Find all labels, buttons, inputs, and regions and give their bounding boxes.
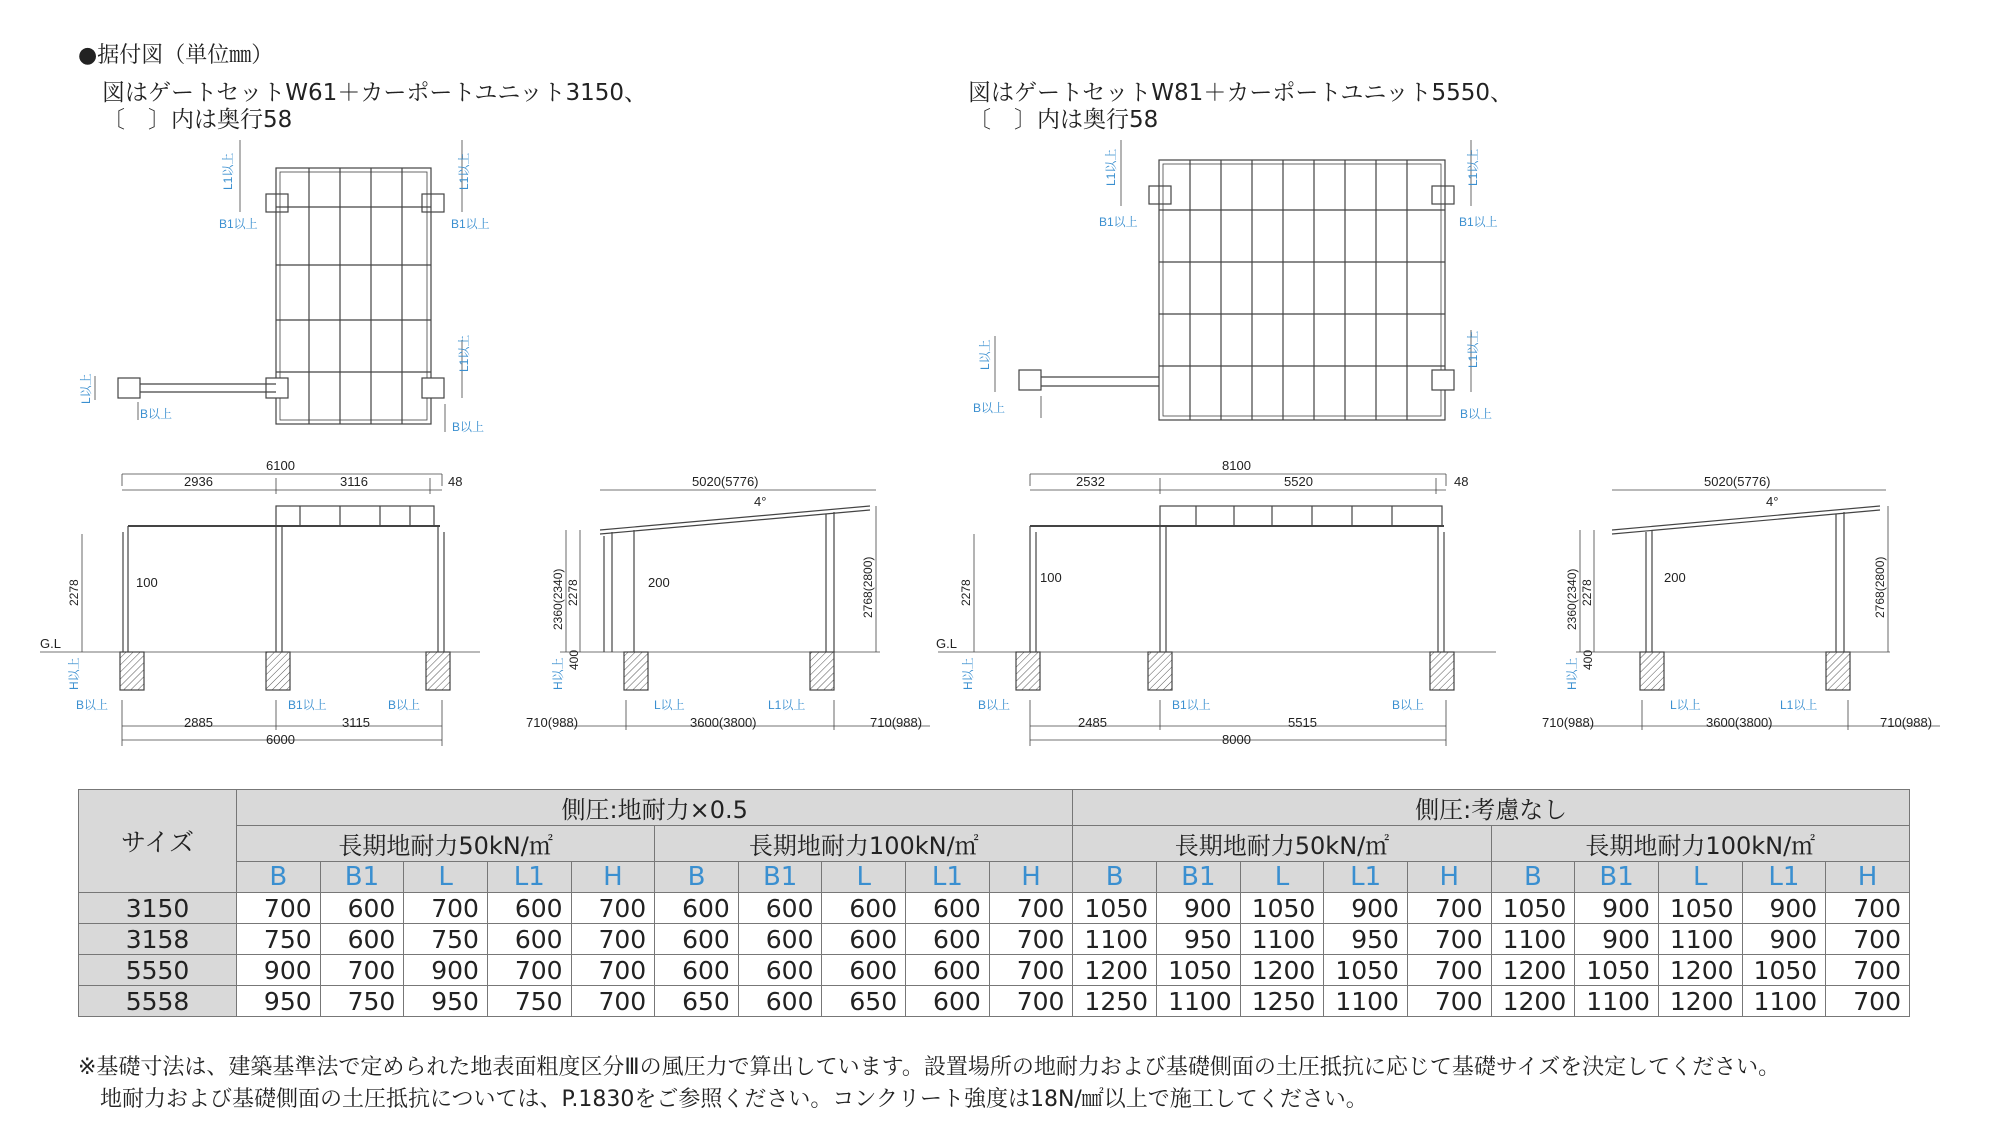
value-cell: 600 xyxy=(320,893,404,924)
dim-5520: 5520 xyxy=(1284,474,1313,489)
column-header: L xyxy=(404,862,488,893)
table-row xyxy=(79,924,1910,955)
value-cell: 1100 xyxy=(1658,924,1742,955)
value-cell: 1100 xyxy=(1491,924,1575,955)
dim-2532: 2532 xyxy=(1076,474,1105,489)
dim-6000: 6000 xyxy=(266,732,295,747)
column-header: L1 xyxy=(487,862,571,893)
label-gl-left: G.L xyxy=(40,636,61,651)
value-cell: 900 xyxy=(1157,893,1241,924)
column-header: B1 xyxy=(738,862,822,893)
value-cell: 1250 xyxy=(1240,986,1324,1017)
dim-200-left: 200 xyxy=(648,575,670,590)
value-cell: 1050 xyxy=(1073,893,1157,924)
value-cell: 600 xyxy=(655,924,739,955)
column-header: B xyxy=(237,862,321,893)
label-h-left: H以上 xyxy=(67,657,81,690)
column-header-row xyxy=(79,862,1910,893)
value-cell: 600 xyxy=(655,955,739,986)
label-l-side-right: L以上 xyxy=(1670,698,1701,712)
value-cell: 1050 xyxy=(1575,955,1659,986)
value-cell: 600 xyxy=(906,924,990,955)
label-b-front-left-a: B以上 xyxy=(76,698,109,712)
value-cell: 600 xyxy=(738,893,822,924)
column-header: L1 xyxy=(906,862,990,893)
column-header: L xyxy=(1240,862,1324,893)
dim-200-right: 200 xyxy=(1664,570,1686,585)
dim-2278-right: 2278 xyxy=(959,579,973,606)
dim-4deg-left: 4° xyxy=(754,494,767,509)
value-cell: 750 xyxy=(320,986,404,1017)
value-cell: 700 xyxy=(1407,893,1491,924)
value-cell: 750 xyxy=(404,924,488,955)
value-cell: 1200 xyxy=(1491,986,1575,1017)
label-b-front-left-b: B以上 xyxy=(388,698,421,712)
value-cell: 1100 xyxy=(1073,924,1157,955)
label-b-left-a: B以上 xyxy=(140,407,173,421)
label-l1-left-b: L1以上 xyxy=(457,152,471,190)
label-b-right-b: B以上 xyxy=(1460,407,1493,421)
column-header: B xyxy=(655,862,739,893)
value-cell: 1250 xyxy=(1073,986,1157,1017)
value-cell: 1100 xyxy=(1324,986,1408,1017)
value-cell: 700 xyxy=(1826,986,1910,1017)
subgroup-header-1: 長期地耐力50kN/㎡ xyxy=(237,826,655,862)
value-cell: 1200 xyxy=(1240,955,1324,986)
label-gl-right: G.L xyxy=(936,636,957,651)
column-header: L1 xyxy=(1742,862,1826,893)
subgroup-header-2: 長期地耐力100kN/㎡ xyxy=(655,826,1073,862)
label-b1-left-a: B1以上 xyxy=(219,217,258,231)
value-cell: 600 xyxy=(906,955,990,986)
value-cell: 700 xyxy=(571,924,655,955)
note-line-1: ※基礎寸法は、建築基準法で定められた地表面粗度区分Ⅲの風圧力で算出しています。設置場所の地耐力および基礎側面の土圧抵抗に応じて基礎サイズを決定してください。 xyxy=(78,1055,1781,1080)
value-cell: 700 xyxy=(989,893,1073,924)
value-cell: 900 xyxy=(1575,893,1659,924)
column-header: B xyxy=(1073,862,1157,893)
group-header-2: 側圧:考慮なし xyxy=(1073,790,1910,826)
dim-2768-right: 2768(2800) xyxy=(1873,556,1887,618)
table-row xyxy=(79,955,1910,986)
front-left-labels xyxy=(40,458,462,747)
size-header: サイズ xyxy=(79,790,237,893)
column-header: B xyxy=(1491,862,1575,893)
label-l1-right-b: L1以上 xyxy=(1466,148,1480,186)
dim-100-right: 100 xyxy=(1040,570,1062,585)
value-cell: 700 xyxy=(1407,986,1491,1017)
value-cell: 900 xyxy=(1742,924,1826,955)
column-header: B1 xyxy=(1575,862,1659,893)
column-header: L1 xyxy=(1324,862,1408,893)
foundation-size-table xyxy=(78,789,1910,1017)
dim-710-right-a: 710(988) xyxy=(1542,715,1595,730)
value-cell: 700 xyxy=(1407,955,1491,986)
label-b-front-right-b: B以上 xyxy=(1392,698,1425,712)
dim-2936: 2936 xyxy=(184,474,213,489)
column-header: B1 xyxy=(320,862,404,893)
label-l1-left-c: L1以上 xyxy=(457,334,471,372)
dim-48-left: 48 xyxy=(448,474,463,489)
dim-400-left: 400 xyxy=(567,649,581,670)
dim-5020-left: 5020(5776) xyxy=(692,474,759,489)
label-h-right: H以上 xyxy=(961,657,975,690)
label-l1-right-a: L1以上 xyxy=(1104,148,1118,186)
value-cell: 1050 xyxy=(1742,955,1826,986)
value-cell: 1050 xyxy=(1491,893,1575,924)
dim-100-left: 100 xyxy=(136,575,158,590)
dim-3115: 3115 xyxy=(342,715,370,730)
dim-2278-side-right: 2278 xyxy=(1580,579,1594,606)
value-cell: 600 xyxy=(822,924,906,955)
size-cell: 3158 xyxy=(79,924,237,955)
value-cell: 1200 xyxy=(1658,955,1742,986)
value-cell: 1050 xyxy=(1324,955,1408,986)
value-cell: 700 xyxy=(989,924,1073,955)
value-cell: 1050 xyxy=(1240,893,1324,924)
value-cell: 950 xyxy=(1157,924,1241,955)
dim-8000: 8000 xyxy=(1222,732,1251,747)
value-cell: 700 xyxy=(571,986,655,1017)
value-cell: 700 xyxy=(571,955,655,986)
size-cell: 3150 xyxy=(79,893,237,924)
value-cell: 650 xyxy=(655,986,739,1017)
column-header: H xyxy=(989,862,1073,893)
label-l-side-left: L以上 xyxy=(654,698,685,712)
value-cell: 600 xyxy=(320,924,404,955)
value-cell: 600 xyxy=(487,924,571,955)
side-right-labels xyxy=(1542,474,1932,730)
value-cell: 950 xyxy=(404,986,488,1017)
table-row xyxy=(79,893,1910,924)
dim-8100: 8100 xyxy=(1222,458,1251,473)
dim-400-right: 400 xyxy=(1581,649,1595,670)
subgroup-header-4: 長期地耐力100kN/㎡ xyxy=(1491,826,1909,862)
dim-3116: 3116 xyxy=(340,474,368,489)
value-cell: 700 xyxy=(1826,924,1910,955)
value-cell: 700 xyxy=(989,986,1073,1017)
label-l1-side-right: L1以上 xyxy=(1780,698,1818,712)
value-cell: 700 xyxy=(989,955,1073,986)
subgroup-header-3: 長期地耐力50kN/㎡ xyxy=(1073,826,1491,862)
value-cell: 900 xyxy=(1742,893,1826,924)
column-header: H xyxy=(1407,862,1491,893)
value-cell: 1100 xyxy=(1575,986,1659,1017)
dim-2485: 2485 xyxy=(1078,715,1107,730)
value-cell: 1100 xyxy=(1742,986,1826,1017)
right-caption-line-1: 図はゲートセットW81＋カーポートユニット5550、 xyxy=(968,80,1514,106)
value-cell: 700 xyxy=(237,893,321,924)
column-header: H xyxy=(571,862,655,893)
value-cell: 900 xyxy=(404,955,488,986)
value-cell: 1050 xyxy=(1157,955,1241,986)
label-h-side-right: H以上 xyxy=(1565,657,1579,690)
dim-2278-side-left: 2278 xyxy=(566,579,580,606)
value-cell: 900 xyxy=(237,955,321,986)
dim-2360-right: 2360(2340) xyxy=(1565,568,1579,630)
value-cell: 750 xyxy=(487,986,571,1017)
dim-2768-left: 2768(2800) xyxy=(861,556,875,618)
value-cell: 700 xyxy=(1407,924,1491,955)
dim-2360-left: 2360(2340) xyxy=(551,568,565,630)
front-right-labels xyxy=(936,458,1468,747)
value-cell: 700 xyxy=(1826,893,1910,924)
dim-2278-left: 2278 xyxy=(67,579,81,606)
label-l1-left-a: L1以上 xyxy=(221,152,235,190)
column-header: L xyxy=(1658,862,1742,893)
label-b1-front-right: B1以上 xyxy=(1172,698,1211,712)
label-b-front-right-a: B以上 xyxy=(978,698,1011,712)
size-cell: 5550 xyxy=(79,955,237,986)
value-cell: 1050 xyxy=(1658,893,1742,924)
label-b1-right-b: B1以上 xyxy=(1459,215,1498,229)
left-caption-line-1: 図はゲートセットW61＋カーポートユニット3150、 xyxy=(102,80,648,106)
table-body xyxy=(79,893,1910,1017)
label-b-left-b: B以上 xyxy=(452,420,485,434)
dim-3600-left: 3600(3800) xyxy=(690,715,757,730)
column-header: H xyxy=(1826,862,1910,893)
label-l1-side-left: L1以上 xyxy=(768,698,806,712)
value-cell: 600 xyxy=(738,924,822,955)
value-cell: 600 xyxy=(738,955,822,986)
side-left-labels xyxy=(526,474,922,730)
label-b-right-a: B以上 xyxy=(973,401,1006,415)
size-cell: 5558 xyxy=(79,986,237,1017)
value-cell: 950 xyxy=(1324,924,1408,955)
plan-view-right xyxy=(995,140,1471,420)
group-header-1: 側圧:地耐力×0.5 xyxy=(237,790,1073,826)
value-cell: 750 xyxy=(237,924,321,955)
value-cell: 600 xyxy=(655,893,739,924)
dim-5020-right: 5020(5776) xyxy=(1704,474,1771,489)
value-cell: 1200 xyxy=(1491,955,1575,986)
left-caption-line-2: 〔 〕内は奥行58 xyxy=(102,107,293,133)
value-cell: 600 xyxy=(738,986,822,1017)
value-cell: 1200 xyxy=(1658,986,1742,1017)
dim-4deg-right: 4° xyxy=(1766,494,1779,509)
label-l-left: L以上 xyxy=(79,373,93,404)
value-cell: 900 xyxy=(1575,924,1659,955)
dim-710-right-b: 710(988) xyxy=(1880,715,1933,730)
dim-5515: 5515 xyxy=(1288,715,1317,730)
right-caption-line-2: 〔 〕内は奥行58 xyxy=(968,107,1159,133)
dim-2885: 2885 xyxy=(184,715,213,730)
plan-view-left xyxy=(95,140,462,432)
dim-710-left-a: 710(988) xyxy=(526,715,579,730)
value-cell: 600 xyxy=(487,893,571,924)
note-line-2: 地耐力および基礎側面の土圧抵抗については、P.1830をご参照ください。コンクリート強度は18N/㎟以上で施工してください。 xyxy=(100,1087,1368,1112)
label-h-side-left: H以上 xyxy=(551,657,565,690)
label-b1-right-a: B1以上 xyxy=(1099,215,1138,229)
column-header: L xyxy=(822,862,906,893)
value-cell: 1100 xyxy=(1157,986,1241,1017)
label-l1-right-c: L1以上 xyxy=(1466,330,1480,368)
value-cell: 700 xyxy=(487,955,571,986)
dim-3600-right: 3600(3800) xyxy=(1706,715,1773,730)
value-cell: 900 xyxy=(1324,893,1408,924)
label-b1-front-left: B1以上 xyxy=(288,698,327,712)
value-cell: 700 xyxy=(571,893,655,924)
dim-6100: 6100 xyxy=(266,458,295,473)
value-cell: 700 xyxy=(404,893,488,924)
label-l-right: L以上 xyxy=(978,339,992,370)
table-row xyxy=(79,986,1910,1017)
label-b1-left-b: B1以上 xyxy=(451,217,490,231)
plan-right-labels xyxy=(973,149,1498,421)
dim-48-right: 48 xyxy=(1454,474,1469,489)
value-cell: 700 xyxy=(1826,955,1910,986)
dim-710-left-b: 710(988) xyxy=(870,715,923,730)
value-cell: 650 xyxy=(822,986,906,1017)
value-cell: 600 xyxy=(906,986,990,1017)
section-title: ●据付図（単位㎜） xyxy=(78,43,274,68)
column-header: B1 xyxy=(1157,862,1241,893)
value-cell: 600 xyxy=(822,893,906,924)
value-cell: 1200 xyxy=(1073,955,1157,986)
value-cell: 950 xyxy=(237,986,321,1017)
value-cell: 600 xyxy=(822,955,906,986)
value-cell: 600 xyxy=(906,893,990,924)
value-cell: 700 xyxy=(320,955,404,986)
value-cell: 1100 xyxy=(1240,924,1324,955)
